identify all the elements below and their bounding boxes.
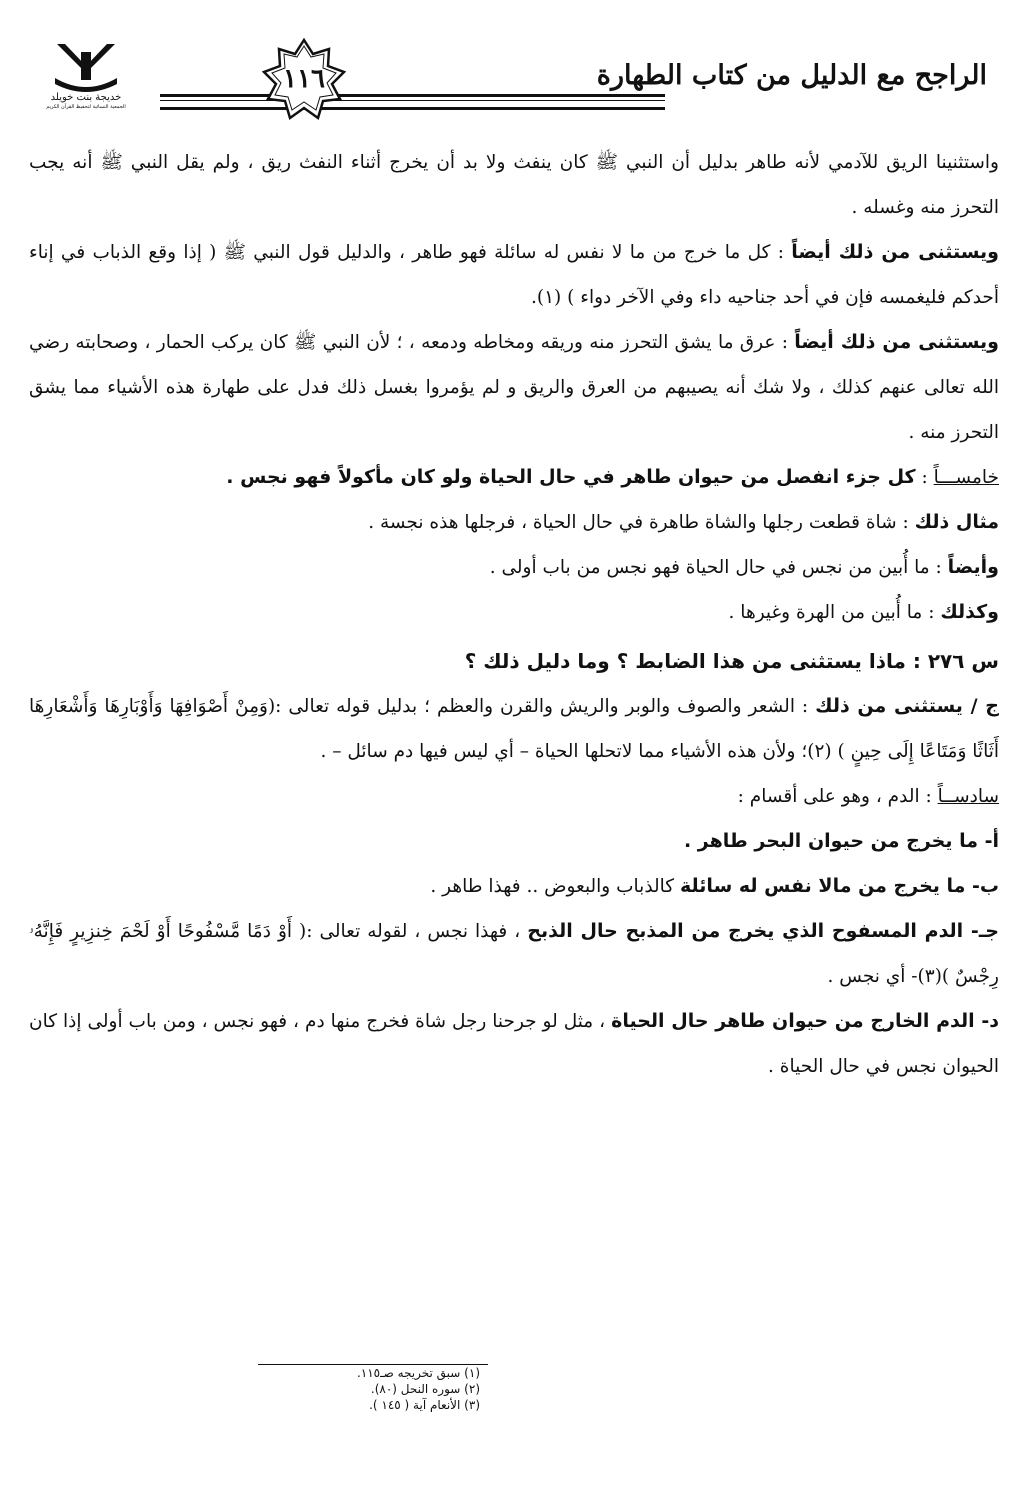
label: مثال ذلك bbox=[914, 511, 999, 533]
logo bbox=[46, 38, 126, 120]
paragraph: واستثنينا الريق للآدمي لأنه طاهر بدليل أن النبي ﷺ كان ينفث ولا بد أن يخرج أثناء النفث ريق ، ولم يقل النبي ﷺ أنه يجب التحرز منه وغسله . bbox=[29, 152, 999, 218]
label: خامســـاً bbox=[933, 467, 999, 488]
page-number: ١١٦ bbox=[283, 64, 325, 94]
footnotes bbox=[180, 1365, 480, 1413]
label: وأيضاً bbox=[947, 556, 999, 578]
paragraph: ب- ما يخرج من مالا نفس له سائلة كالذباب والبعوض .. فهذا طاهر . bbox=[430, 875, 999, 897]
footnote: (٢) سوره النحل (٨٠). bbox=[370, 1382, 480, 1396]
label: ج / يستثنى من ذلك bbox=[815, 695, 999, 717]
page-header bbox=[40, 36, 987, 116]
page-body bbox=[29, 140, 999, 1089]
logo-subtitle: الجمعية النسائية لتحفيظ القرآن الكريم bbox=[46, 104, 126, 110]
paragraph: ج / يستثنى من ذلك : الشعر والصوف والوبر والريش والقرن والعظم ؛ بدليل قوله تعالى :(وَمِنْ أَصْوَافِهَا وَأَوْبَارِهَا وَأَشْعَارِهَا أَثَاثًا وَمَتَاعًا إِلَى حِينٍ ) (٢)؛ ولأن هذه الأشياء مما لاتحلها الحياة – أي ليس فيها دم سائل – . bbox=[29, 695, 999, 762]
header-rule-right bbox=[330, 94, 665, 110]
paragraph: أ- ما يخرج من حيوان البحر طاهر . bbox=[683, 830, 999, 852]
question-heading: س ٢٧٦ : ماذا يستثنى من هذا الضابط ؟ وما دليل ذلك ؟ bbox=[464, 649, 999, 673]
page-number-badge bbox=[262, 38, 346, 122]
logo-name: خديجة بنت خويلد bbox=[50, 92, 122, 103]
label: ب- ما يخرج من مالا نفس له سائلة bbox=[680, 875, 999, 897]
paragraph: ويستثنى من ذلك أيضاً : عرق ما يشق التحرز منه وريقه ومخاطه ودمعه ، ؛ لأن النبي ﷺ كان يركب الحمار ، وصحابته رضي الله تعالى عنهم كذلك ، ولا شك أنه يصيبهم من العرق والريق و لم يؤمروا بغسل ذلك فدل على طهارة هذه الأشياء مما يشق التحرز منه . bbox=[29, 331, 999, 443]
label: سادســاً bbox=[937, 786, 999, 807]
book-logo-icon bbox=[51, 38, 121, 92]
paragraph: د- الدم الخارج من حيوان طاهر حال الحياة ، مثل لو جرحنا رجل شاة فخرج منها دم ، فهو نجس ، ومن باب أولى إذا كان الحيوان نجس في حال الحياة . bbox=[29, 1010, 999, 1077]
label: ويستثنى من ذلك أيضاً bbox=[791, 241, 999, 263]
paragraph: مثال ذلك : شاة قطعت رجلها والشاة طاهرة في حال الحياة ، فرجلها هذه نجسة . bbox=[368, 511, 999, 533]
label: وكذلك bbox=[940, 601, 999, 623]
footnote: (١) سبق تخريجه صـ١١٥. bbox=[356, 1366, 480, 1380]
footnote: (٣) الأنعام آية ( ١٤٥ ). bbox=[369, 1398, 480, 1412]
paragraph: سادســاً : الدم ، وهو على أقسام : bbox=[737, 786, 999, 807]
label: ويستثنى من ذلك أيضاً bbox=[794, 331, 999, 353]
paragraph: ويستثنى من ذلك أيضاً : كل ما خرج من ما لا نفس له سائلة فهو طاهر ، والدليل قول النبي ﷺ ( إذا وقع الذباب في إناء أحدكم فليغمسه فإن في أحد جناحيه داء وفي الآخر دواء ) (١). bbox=[29, 241, 999, 308]
book-title: الراجح مع الدليل من كتاب الطهارة bbox=[596, 60, 987, 91]
paragraph: خامســـاً : كل جزء انفصل من حيوان طاهر في حال الحياة ولو كان مأكولاً فهو نجس . bbox=[226, 466, 999, 488]
paragraph: جـ- الدم المسفوح الذي يخرج من المذبح حال الذبح ، فهذا نجس ، لقوله تعالى :( أَوْ دَمًا مَّسْفُوحًا أَوْ لَحْمَ خِنزِيرٍ فَإِنَّهُۥ رِجْسٌ )(٣)- أي نجس . bbox=[29, 920, 1000, 987]
label: جـ- الدم المسفوح الذي يخرج من المذبح حال الذبح bbox=[527, 920, 1000, 942]
paragraph: وكذلك : ما أُبين من الهرة وغيرها . bbox=[728, 601, 999, 623]
paragraph: وأيضاً : ما أُبين من نجس في حال الحياة فهو نجس من باب أولى . bbox=[489, 556, 999, 578]
label: د- الدم الخارج من حيوان طاهر حال الحياة bbox=[611, 1010, 999, 1032]
